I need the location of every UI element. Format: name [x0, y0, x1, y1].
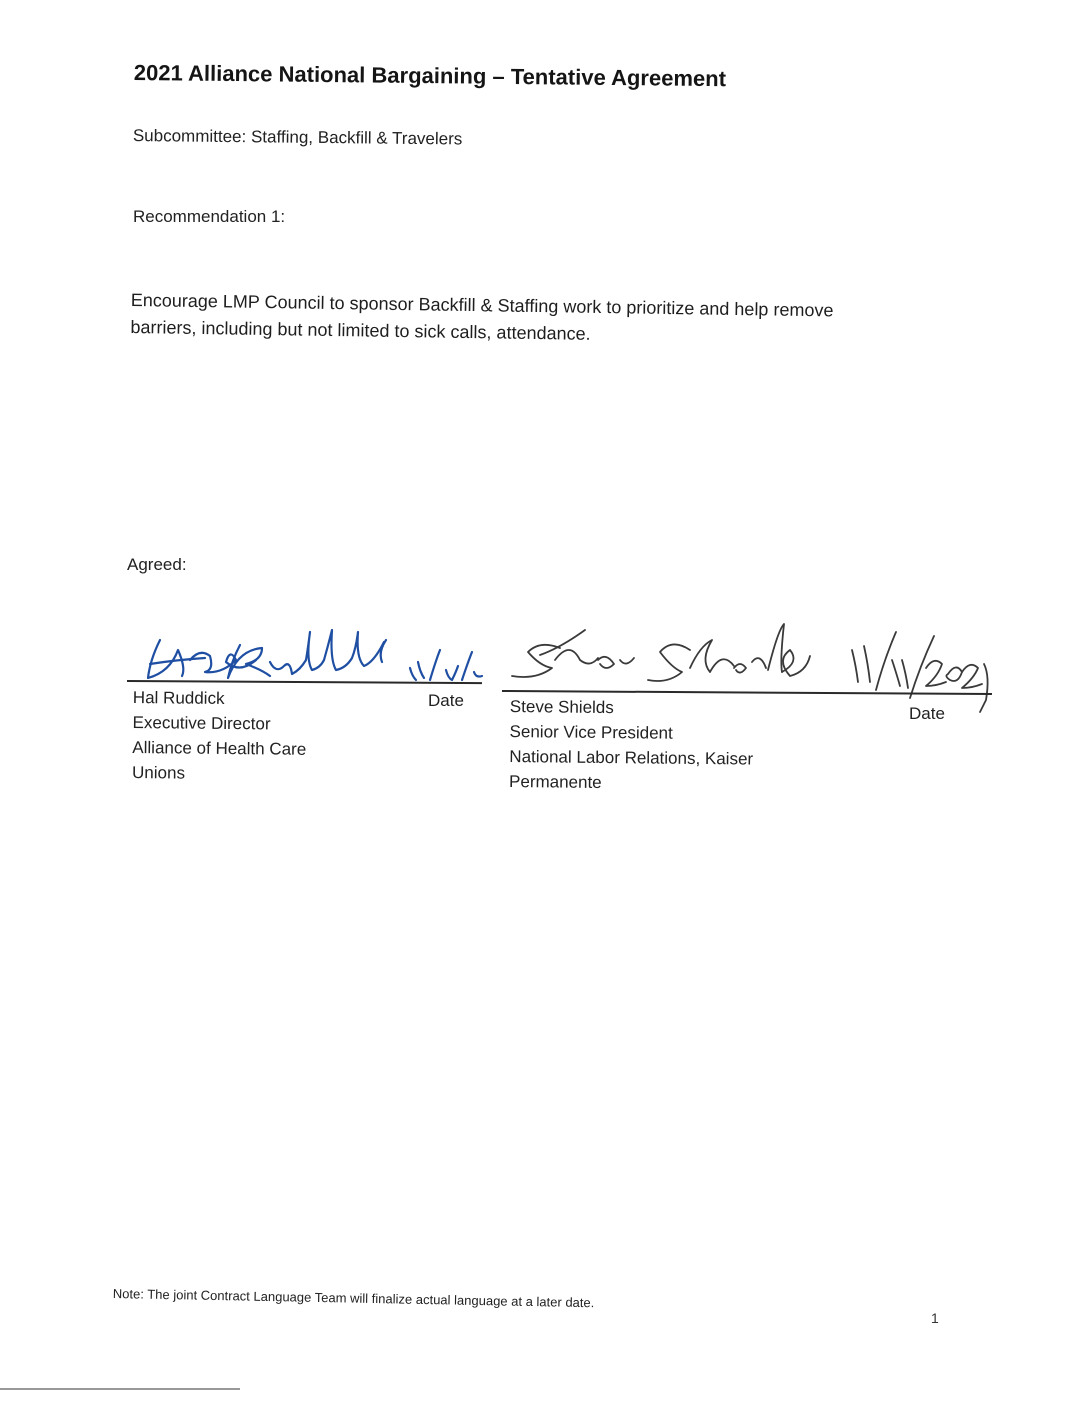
left-date-label: Date: [428, 691, 464, 710]
left-signature-line: [127, 680, 482, 684]
right-signer-title-2: National Labor Relations, Kaiser: [509, 746, 754, 769]
left-signer-title-3: Unions: [131, 762, 186, 783]
left-signer-title-1: Executive Director: [132, 712, 271, 734]
recommendation-heading: Recommendation 1:: [133, 207, 286, 226]
body-line-2: barriers, including but not limited to sick calls, attendance.: [130, 316, 591, 344]
right-signer-block: [509, 694, 754, 797]
subcommittee-line: Subcommittee: Staffing, Backfill & Travelers: [132, 126, 463, 149]
page-number: 1: [931, 1310, 939, 1326]
body-line-1: Encourage LMP Council to sponsor Backfill & Staffing work to prioritize and help remove: [130, 289, 834, 321]
recommendation-body: [130, 287, 833, 351]
scan-edge-mark: [0, 1388, 240, 1390]
right-date-label: Date: [909, 704, 945, 723]
right-signer-title-1: Senior Vice President: [509, 721, 673, 743]
left-signer-name: Hal Ruddick: [132, 687, 225, 708]
left-signer-block: [132, 685, 307, 787]
agreed-label: Agreed:: [127, 555, 187, 574]
right-signer-name: Steve Shields: [509, 696, 614, 718]
footer-note: Note: The joint Contract Language Team will finalize actual language at a later date.: [112, 1286, 595, 1311]
right-signer-title-3: Permanente: [508, 771, 602, 792]
document-title: 2021 Alliance National Bargaining – Tentative Agreement: [133, 60, 727, 92]
left-signer-title-2: Alliance of Health Care: [132, 737, 307, 759]
left-signature-ink: [148, 630, 482, 680]
